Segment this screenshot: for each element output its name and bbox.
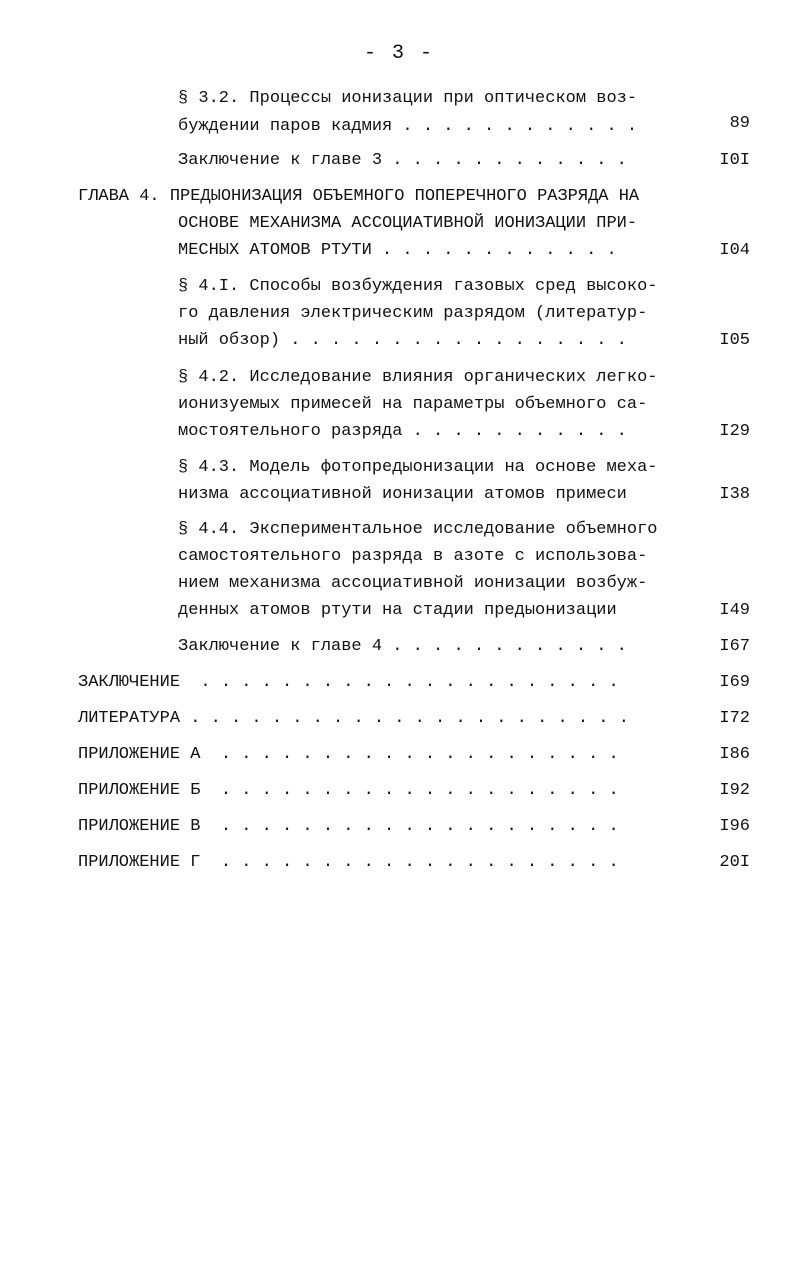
toc-appendix-b-page: I92 <box>719 781 750 800</box>
toc-chapter-4-conclusion-page: I67 <box>719 637 750 656</box>
toc-section-4-4-line-3: нием механизма ассоциативной ионизации возбуж- <box>178 574 648 593</box>
toc-section-3-2-line-2: буждении паров кадмия . . . . . . . . . . . . <box>178 117 638 136</box>
toc-section-4-1-line-2: го давления электрическим разрядом (литератур- <box>178 304 648 323</box>
toc-section-4-3-line-2: низма ассоциативной ионизации атомов примеси <box>178 485 627 504</box>
toc-section-4-4-line-2: самостоятельного разряда в азоте с использова- <box>178 547 648 566</box>
toc-appendix-b: ПРИЛОЖЕНИЕ Б . . . . . . . . . . . . . . . . . . . . <box>78 781 619 800</box>
toc-conclusion: ЗАКЛЮЧЕНИЕ . . . . . . . . . . . . . . . . . . . . . <box>78 673 619 692</box>
toc-appendix-a: ПРИЛОЖЕНИЕ А . . . . . . . . . . . . . . . . . . . . <box>78 745 619 764</box>
toc-chapter-4-conclusion: Заключение к главе 4 . . . . . . . . . . . . <box>178 637 627 656</box>
toc-literature: ЛИТЕРАТУРА . . . . . . . . . . . . . . . . . . . . . . <box>78 709 629 728</box>
toc-section-4-2-page: I29 <box>719 422 750 441</box>
toc-section-4-3-line-1: § 4.3. Модель фотопредыонизации на основе меха- <box>178 458 658 477</box>
toc-chapter-4-line-2: ОСНОВЕ МЕХАНИЗМА АССОЦИАТИВНОЙ ИОНИЗАЦИИ ПРИ- <box>178 214 638 233</box>
page-number: - 3 - <box>363 42 434 65</box>
toc-chapter-3-conclusion: Заключение к главе 3 . . . . . . . . . . . . <box>178 151 627 170</box>
toc-section-4-2-line-3: мостоятельного разряда . . . . . . . . . . . <box>178 422 627 441</box>
toc-section-4-2-line-1: § 4.2. Исследование влияния органических легко- <box>178 368 658 387</box>
toc-appendix-a-page: I86 <box>719 745 750 764</box>
toc-conclusion-page: I69 <box>719 673 750 692</box>
toc-section-4-1-line-3: ный обзор) . . . . . . . . . . . . . . . . . <box>178 331 627 350</box>
toc-section-4-1-page: I05 <box>719 331 750 350</box>
toc-section-4-4-line-1: § 4.4. Экспериментальное исследование объемного <box>178 520 658 539</box>
toc-section-4-3-page: I38 <box>719 485 750 504</box>
toc-chapter-3-conclusion-page: I0I <box>719 151 750 170</box>
toc-appendix-g: ПРИЛОЖЕНИЕ Г . . . . . . . . . . . . . . . . . . . . <box>78 853 619 872</box>
toc-appendix-v: ПРИЛОЖЕНИЕ В . . . . . . . . . . . . . . . . . . . . <box>78 817 619 836</box>
toc-section-4-4-page: I49 <box>719 601 750 620</box>
toc-chapter-4-line-3: МЕСНЫХ АТОМОВ РТУТИ . . . . . . . . . . . . <box>178 241 617 260</box>
toc-chapter-4-page: I04 <box>719 241 750 260</box>
toc-literature-page: I72 <box>719 709 750 728</box>
toc-appendix-g-page: 20I <box>719 853 750 872</box>
toc-section-4-1-line-1: § 4.I. Способы возбуждения газовых сред высоко- <box>178 277 658 296</box>
toc-appendix-v-page: I96 <box>719 817 750 836</box>
toc-section-3-2-page: 89 <box>729 114 750 133</box>
toc-chapter-4-line-1: ГЛАВА 4. ПРЕДЫОНИЗАЦИЯ ОБЪЕМНОГО ПОПЕРЕЧНОГО РАЗРЯДА НА <box>78 187 640 206</box>
toc-section-3-2-line-1: § 3.2. Процессы ионизации при оптическом воз- <box>178 89 638 108</box>
toc-section-4-4-line-4: денных атомов ртути на стадии предыонизации <box>178 601 617 620</box>
toc-section-4-2-line-2: ионизуемых примесей на параметры объемного са- <box>178 395 648 414</box>
